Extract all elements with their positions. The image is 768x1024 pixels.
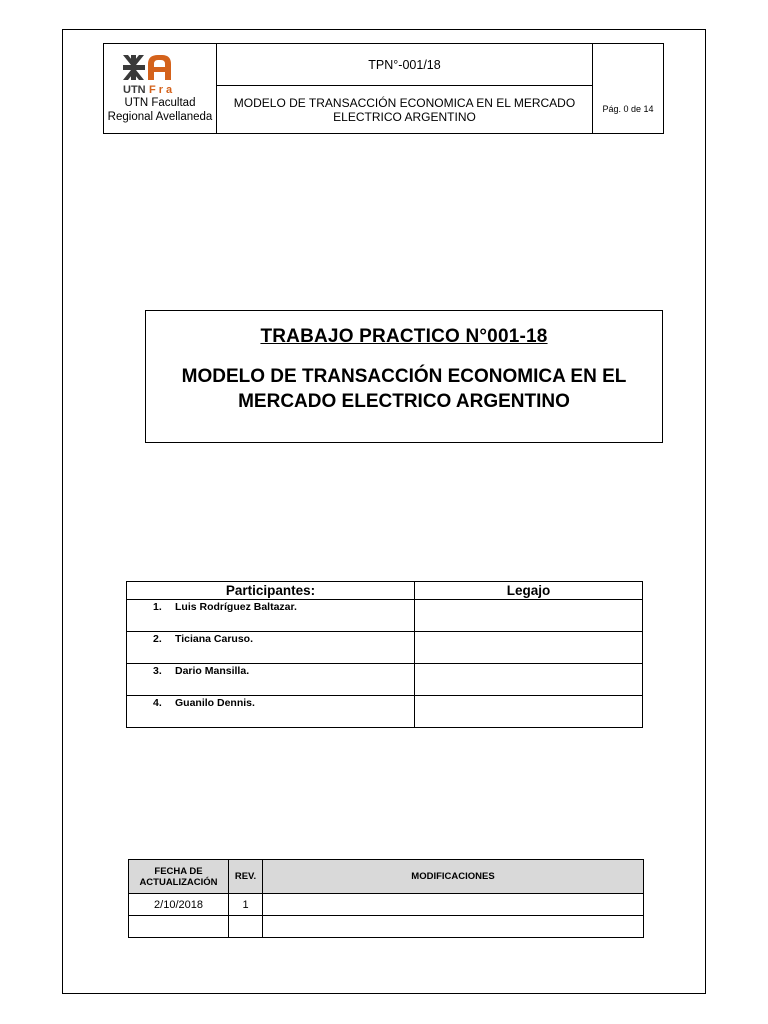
table-row — [127, 696, 643, 728]
logo-fra-text: Fra — [149, 84, 176, 96]
header-title: MODELO DE TRANSACCIÓN ECONOMICA EN EL MERCADO ELECTRICO ARGENTINO — [217, 86, 593, 134]
table-row — [127, 664, 643, 696]
participant-name: Guanilo Dennis. — [175, 697, 255, 709]
participant-cell — [127, 600, 415, 632]
utn-logo — [104, 52, 216, 96]
participants-table — [126, 581, 643, 728]
page-counter: Pág. 0 de 14 — [602, 103, 654, 114]
participant-number: 3. — [153, 665, 162, 677]
participant-number: 1. — [153, 601, 162, 613]
participant-name: Dario Mansilla. — [175, 665, 250, 677]
utn-emblem-icon — [104, 52, 216, 96]
participant-cell — [127, 632, 415, 664]
table-row — [127, 600, 643, 632]
table-row — [129, 916, 644, 938]
title-box — [145, 310, 663, 443]
legajo-cell — [415, 600, 643, 632]
logo-utn-text: UTN — [123, 84, 146, 96]
revision-modifications — [263, 894, 644, 916]
legajo-cell — [415, 632, 643, 664]
legajo-cell — [415, 696, 643, 728]
participant-number: 2. — [153, 633, 162, 645]
revision-modifications — [263, 916, 644, 938]
page-frame — [62, 29, 706, 994]
participant-cell — [127, 696, 415, 728]
page-counter-cell — [593, 44, 664, 134]
table-row — [127, 632, 643, 664]
participant-cell — [127, 664, 415, 696]
document-code: TPN°-001/18 — [217, 44, 593, 86]
table-row — [129, 894, 644, 916]
revision-number: 1 — [229, 894, 263, 916]
participant-name: Ticiana Caruso. — [175, 633, 254, 645]
document-title: TRABAJO PRACTICO N°001-18 — [260, 326, 548, 347]
logo-cell — [104, 44, 217, 134]
document-header — [103, 43, 664, 134]
document-subtitle: MODELO DE TRANSACCIÓN ECONOMICA EN EL MERCADO ELECTRICO ARGENTINO — [181, 366, 627, 412]
legajo-cell — [415, 664, 643, 696]
revision-number — [229, 916, 263, 938]
revision-date — [129, 916, 229, 938]
rev-header: REV. — [229, 860, 263, 894]
participants-header: Participantes: — [127, 582, 415, 600]
revision-date: 2/10/2018 — [129, 894, 229, 916]
institution-name: UTN Facultad Regional Avellaneda — [107, 97, 213, 123]
modifications-header: MODIFICACIONES — [263, 860, 644, 894]
revisions-table — [128, 859, 644, 938]
participant-number: 4. — [153, 697, 162, 709]
participant-name: Luis Rodríguez Baltazar. — [175, 601, 297, 613]
date-header: FECHA DE ACTUALIZACIÓN — [129, 860, 229, 894]
legajo-header: Legajo — [415, 582, 643, 600]
